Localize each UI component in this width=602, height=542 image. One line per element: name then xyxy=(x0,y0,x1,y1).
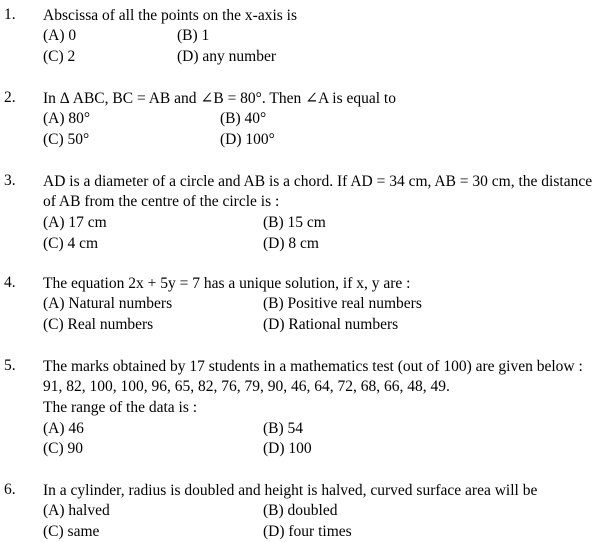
question-number: 2. xyxy=(4,89,16,106)
question-number: 6. xyxy=(4,481,16,498)
option-c: (C) 4 cm xyxy=(43,235,99,252)
question-text: of AB from the centre of the circle is : xyxy=(43,193,280,210)
option-c: (C) 50° xyxy=(43,131,90,148)
option-b: (B) 54 xyxy=(263,420,304,437)
option-a: (A) 46 xyxy=(43,420,84,437)
option-c: (C) 90 xyxy=(43,440,84,457)
option-b: (B) doubled xyxy=(263,502,338,519)
question-number: 5. xyxy=(4,357,16,374)
option-b: (B) 15 cm xyxy=(263,214,326,231)
question-text: 91, 82, 100, 100, 96, 65, 82, 76, 79, 90, 46, 64, 72, 68, 66, 48, 49. xyxy=(43,378,450,395)
option-a: (A) 80° xyxy=(43,110,91,127)
question-text: In a cylinder, radius is doubled and height is halved, curved surface area will be xyxy=(43,482,538,499)
option-c: (C) 2 xyxy=(43,48,76,65)
option-b: (B) Positive real numbers xyxy=(263,295,422,312)
question-text: Abscissa of all the points on the x-axis is xyxy=(43,7,297,24)
option-a: (A) 0 xyxy=(43,27,77,44)
option-c: (C) Real numbers xyxy=(43,316,154,333)
option-d: (D) 8 cm xyxy=(263,235,319,252)
question-text: The equation 2x + 5y = 7 has a unique solution, if x, y are : xyxy=(43,275,411,292)
option-d: (D) any number xyxy=(177,48,276,65)
question-text: The marks obtained by 17 students in a mathematics test (out of 100) are given below : xyxy=(43,358,583,375)
option-d: (D) 100° xyxy=(220,131,275,148)
option-a: (A) halved xyxy=(43,502,110,519)
option-b: (B) 40° xyxy=(220,110,267,127)
question-number: 3. xyxy=(4,172,16,189)
question-number: 1. xyxy=(4,6,16,23)
question-text: AD is a diameter of a circle and AB is a chord. If AD = 34 cm, AB = 30 cm, the distance xyxy=(43,173,593,190)
option-d: (D) four times xyxy=(263,523,352,540)
question-number: 4. xyxy=(4,274,16,291)
option-d: (D) Rational numbers xyxy=(263,316,399,333)
option-c: (C) same xyxy=(43,523,100,540)
option-a: (A) Natural numbers xyxy=(43,295,173,312)
option-d: (D) 100 xyxy=(263,440,312,457)
option-a: (A) 17 cm xyxy=(43,214,107,231)
question-text: In Δ ABC, BC = AB and ∠B = 80°. Then ∠A is equal to xyxy=(43,90,396,107)
option-b: (B) 1 xyxy=(177,27,210,44)
question-text: The range of the data is : xyxy=(43,399,198,416)
